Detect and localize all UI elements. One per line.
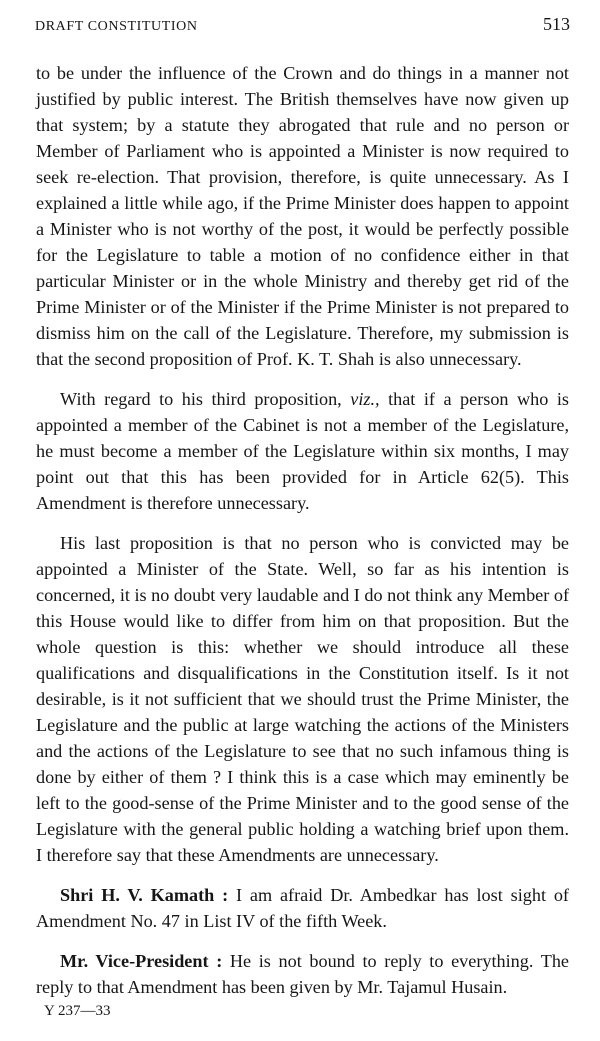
speech-text: He is not bound to reply to everything. The reply to that Amendment has been given by Mr. Tajamul Husain. xyxy=(36,951,569,997)
body-text xyxy=(36,60,569,1014)
paragraph-text: With regard to his third proposition, xyxy=(60,389,351,409)
page-header xyxy=(35,14,570,40)
paragraph-vice-president xyxy=(36,948,569,1000)
emphasis-viz: viz., xyxy=(350,389,380,409)
page-number: 513 xyxy=(543,14,570,34)
paragraph-continuation: to be under the influence of the Crown and do things in a manner not justified by public interest. The British themselves have now given up that system; by a statute they abrogated that rule and no person or Member of Parliament who is appointed a Minister is now required to seek re-election. That provision, therefore, is quite unnecessary. As I explained a little while ago, if the Prime Minister does happen to appoint a Minister who is not worthy of the post, it would be perfectly possible for the Legislature to table a motion of no confidence either in that particular Minister or in the whole Ministry and thereby get rid of the Prime Minister or of the Minister if the Prime Minister is not prepared to dismiss him on the call of the Legislature. Therefore, my submission is that the second proposition of Prof. K. T. Shah is also unnecessary. xyxy=(36,63,569,369)
speech-text: I am afraid Dr. Ambedkar has lost sight of Amendment No. 47 in List IV of the fifth Week. xyxy=(36,885,569,931)
paragraph-text: that if a person who is appointed a member of the Cabinet is not a member of the Legislature, he must become a member of the Legislature within six months, I may point out that this has been provided for in Article 62(5). This Amendment is therefore unnecessary. xyxy=(36,389,569,513)
paragraph-third-proposition xyxy=(36,386,569,516)
speaker-name: Shri H. V. Kamath : xyxy=(60,885,229,905)
printer-signature: Y 237—33 xyxy=(44,1003,111,1019)
paragraph-kamath xyxy=(36,882,569,934)
running-head: DRAFT CONSTITUTION xyxy=(35,19,198,34)
speaker-name: Mr. Vice-President : xyxy=(60,951,223,971)
paragraph-last-proposition: His last proposition is that no person who is convicted may be appointed a Minister of the State. Well, so far as his intention is concerned, it is no doubt very laudable and I do not think any Member of this House would like to differ from him on that proposition. But the whole question is this: whether we should introduce all these qualifications and disqualifications in the Constitution itself. Is it not desirable, is it not sufficient that we should trust the Prime Minister, the Legislature and the public at large watching the actions of the Ministers and the actions of the Legislature to see that no such infamous thing is done by either of them ? I think this is a case which may eminently be left to the good-sense of the Prime Minister and to the good sense of the Legislature with the general public holding a watching brief upon them. I therefore say that these Amendments are unnecessary. xyxy=(36,533,569,865)
